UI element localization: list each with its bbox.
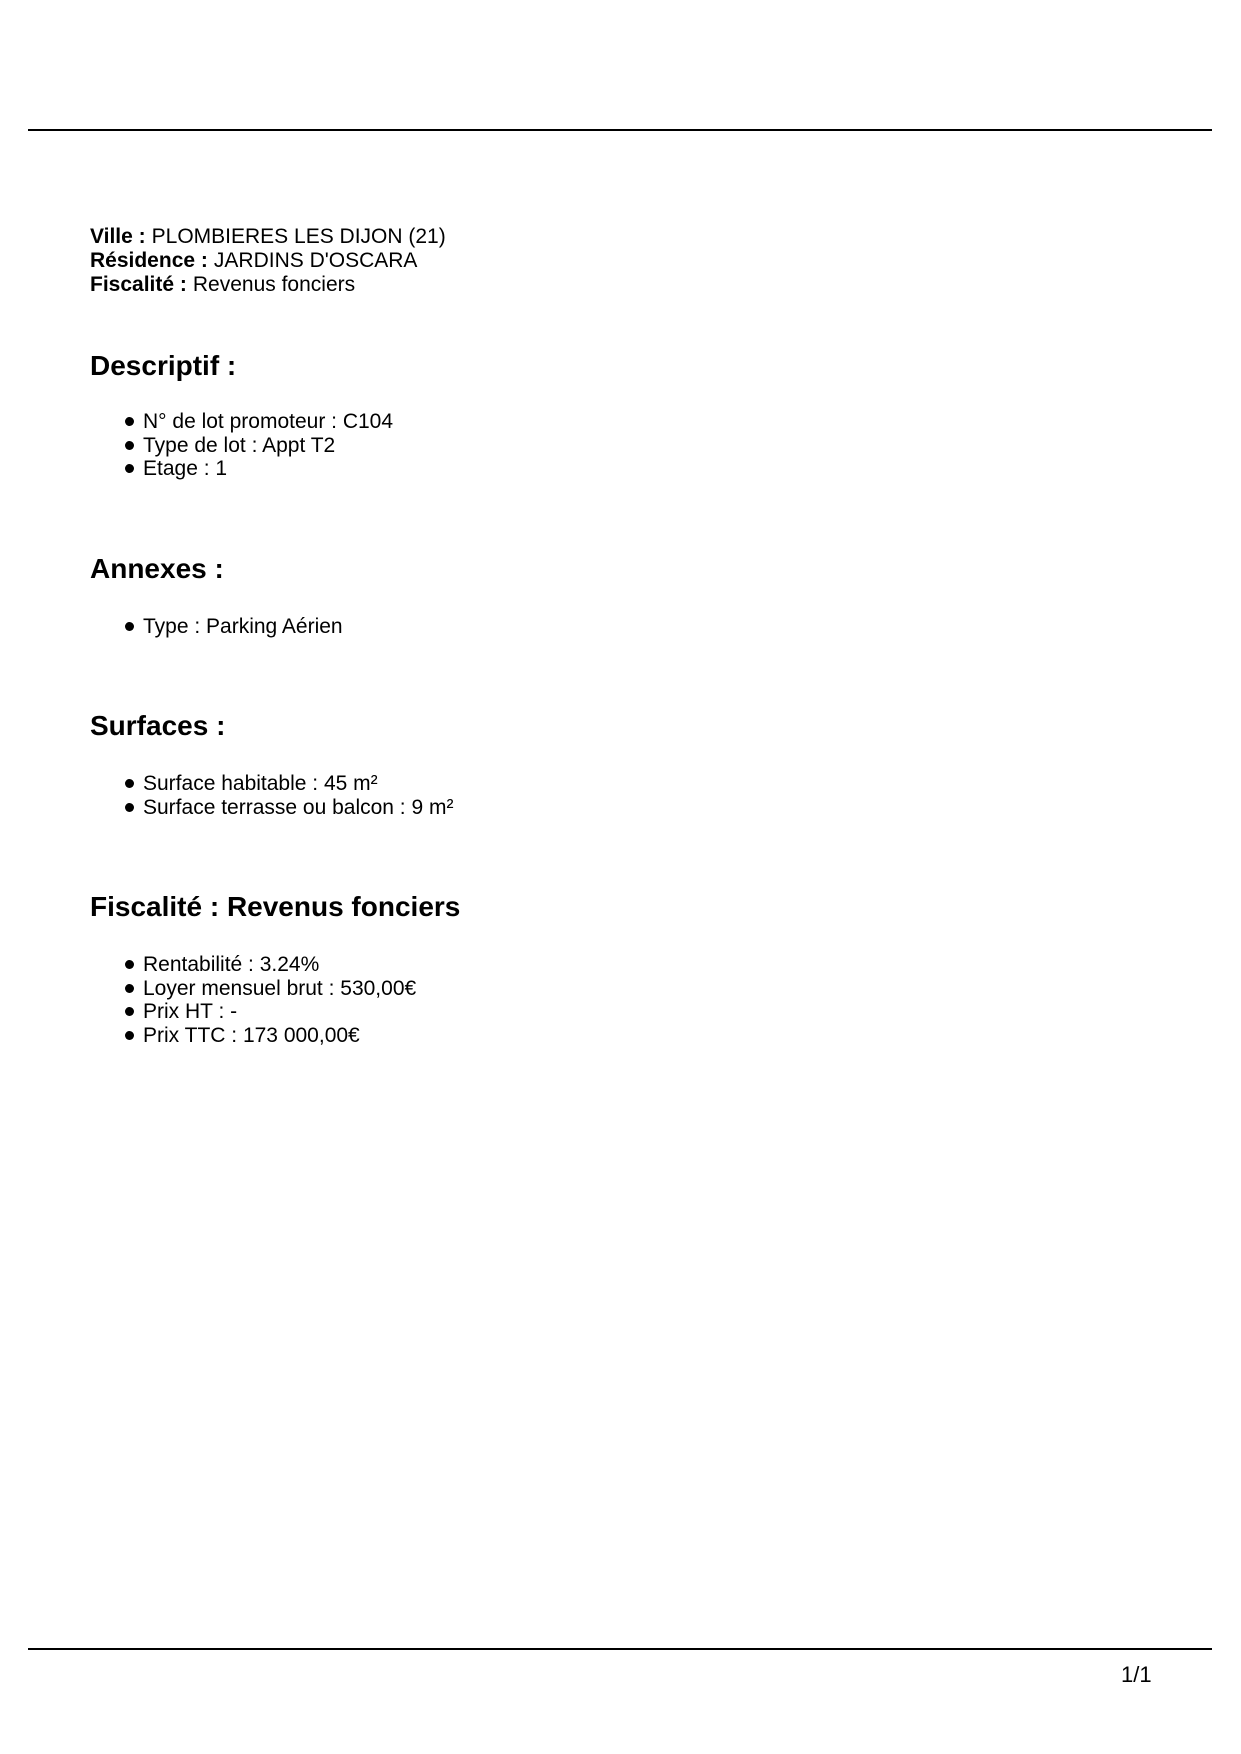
section-fiscalite	[90, 891, 1150, 1047]
list-item-text: Rentabilité : 3.24%	[143, 953, 320, 976]
top-divider	[28, 129, 1212, 131]
ville-label: Ville :	[90, 225, 146, 248]
surfaces-list	[90, 772, 1150, 819]
list-item-text: Surface terrasse ou balcon : 9 m²	[143, 795, 454, 819]
list-item-text: Loyer mensuel brut : 530,00€	[143, 976, 417, 1000]
list-item	[125, 457, 1150, 481]
list-item	[125, 953, 1150, 977]
list-item	[125, 796, 1150, 820]
bullet-icon	[125, 1031, 134, 1040]
list-item-text: Type de lot : Appt T2	[143, 433, 336, 457]
header-line-ville	[90, 225, 1150, 249]
list-item-text: Etage : 1	[143, 457, 228, 480]
section-title-descriptif: Descriptif :	[90, 350, 237, 381]
residence-label: Résidence :	[90, 249, 208, 272]
list-item-text: Prix TTC : 173 000,00€	[143, 1023, 360, 1047]
bullet-icon	[125, 803, 134, 812]
section-descriptif	[90, 350, 1150, 481]
annexes-list	[90, 615, 1150, 639]
property-header	[90, 225, 1150, 297]
descriptif-list	[90, 410, 1150, 481]
ville-value: PLOMBIERES LES DIJON (21)	[151, 225, 446, 248]
page-number: 1/1	[1121, 1662, 1152, 1687]
bullet-icon	[125, 464, 134, 473]
section-surfaces	[90, 710, 1150, 819]
header-line-residence	[90, 249, 1150, 273]
document-body	[90, 225, 1150, 1047]
bullet-icon	[125, 622, 134, 631]
section-annexes	[90, 553, 1150, 639]
list-item-text: Surface habitable : 45 m²	[143, 772, 378, 795]
residence-value: JARDINS D'OSCARA	[213, 249, 418, 272]
list-item-text: Type : Parking Aérien	[143, 614, 343, 638]
bullet-icon	[125, 960, 134, 969]
section-title-surfaces: Surfaces :	[90, 710, 226, 741]
list-item-text: N° de lot promoteur : C104	[143, 410, 394, 433]
section-title-fiscalite: Fiscalité : Revenus fonciers	[90, 891, 461, 922]
fiscalite-list	[90, 953, 1150, 1047]
list-item	[125, 977, 1150, 1001]
fiscalite-value: Revenus fonciers	[192, 273, 356, 296]
footer-divider	[28, 1648, 1212, 1650]
fiscalite-label: Fiscalité :	[90, 273, 187, 296]
list-item-text: Prix HT : -	[143, 1000, 238, 1023]
list-item	[125, 434, 1150, 458]
bullet-icon	[125, 984, 134, 993]
bullet-icon	[125, 417, 134, 426]
section-title-annexes: Annexes :	[90, 552, 224, 584]
bullet-icon	[125, 441, 134, 450]
header-line-fiscalite	[90, 273, 1150, 297]
list-item	[125, 1000, 1150, 1024]
list-item	[125, 772, 1150, 796]
list-item	[125, 410, 1150, 434]
list-item	[125, 615, 1150, 639]
list-item	[125, 1024, 1150, 1048]
bullet-icon	[125, 1007, 134, 1016]
bullet-icon	[125, 779, 134, 788]
